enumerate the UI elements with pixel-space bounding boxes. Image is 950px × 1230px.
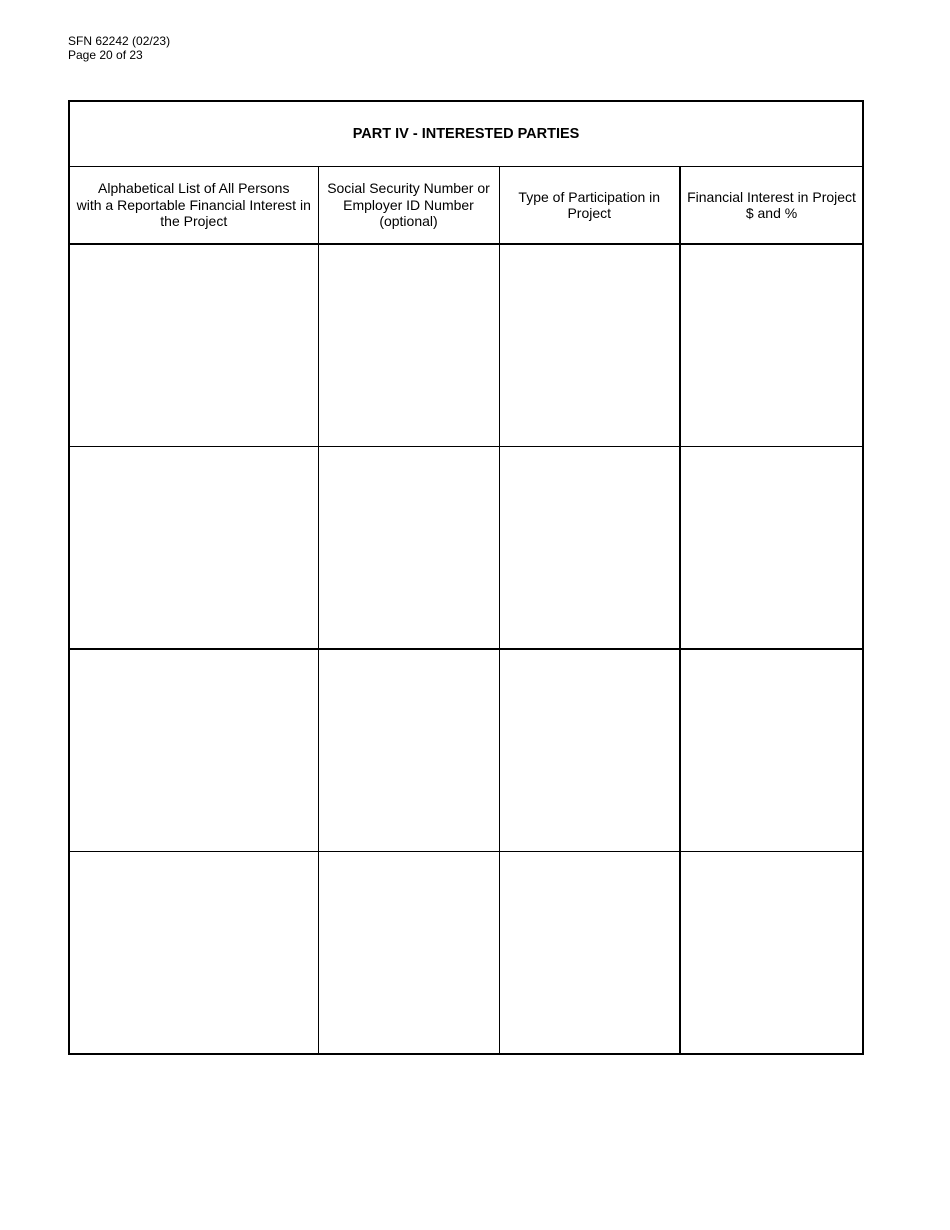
- cell-participation[interactable]: [499, 649, 680, 852]
- cell-financial-interest[interactable]: [680, 447, 863, 650]
- cell-participation[interactable]: [499, 852, 680, 1055]
- column-header-persons: [69, 167, 318, 245]
- column-header-row: [69, 167, 863, 245]
- cell-input[interactable]: [500, 650, 680, 851]
- cell-participation[interactable]: [499, 244, 680, 447]
- column-header-financial-interest: [680, 167, 863, 245]
- cell-financial-interest[interactable]: [680, 244, 863, 447]
- column-header-line: the Project: [160, 213, 228, 230]
- column-header-participation: [499, 167, 680, 245]
- page-number: Page 20 of 23: [68, 48, 143, 62]
- cell-financial-interest[interactable]: [680, 852, 863, 1055]
- cell-financial-interest[interactable]: [680, 649, 863, 852]
- cell-input[interactable]: [500, 447, 680, 648]
- column-header-line: Employer ID Number: [343, 196, 474, 213]
- column-header-line: (optional): [379, 213, 438, 230]
- cell-input[interactable]: [681, 245, 862, 446]
- column-header-line: Financial Interest in Project: [687, 188, 856, 205]
- column-header-line: Type of Participation in: [518, 188, 661, 205]
- column-header-line: Social Security Number or: [327, 180, 490, 197]
- cell-person-name[interactable]: [69, 852, 318, 1055]
- cell-input[interactable]: [681, 852, 862, 1053]
- form-header: [68, 34, 170, 62]
- cell-input[interactable]: [70, 245, 318, 446]
- cell-participation[interactable]: [499, 447, 680, 650]
- table-row: [69, 244, 863, 447]
- cell-input[interactable]: [681, 447, 862, 648]
- column-header-line: Project: [567, 205, 612, 221]
- table-title: PART IV - INTERESTED PARTIES: [69, 101, 863, 167]
- cell-input[interactable]: [70, 447, 318, 648]
- cell-ssn[interactable]: [318, 852, 499, 1055]
- column-header-line: with a Reportable Financial Interest in: [76, 196, 311, 213]
- table-row: [69, 649, 863, 852]
- cell-ssn[interactable]: [318, 244, 499, 447]
- cell-input[interactable]: [681, 650, 862, 851]
- cell-person-name[interactable]: [69, 244, 318, 447]
- form-number: SFN 62242 (02/23): [68, 34, 171, 48]
- cell-input[interactable]: [70, 852, 318, 1053]
- table-row: [69, 852, 863, 1055]
- cell-person-name[interactable]: [69, 447, 318, 650]
- cell-ssn[interactable]: [318, 649, 499, 852]
- table-row: [69, 447, 863, 650]
- cell-input[interactable]: [70, 650, 318, 851]
- column-header-line: $ and %: [745, 205, 798, 221]
- cell-input[interactable]: [319, 650, 499, 851]
- interested-parties-table: [68, 100, 864, 1055]
- cell-input[interactable]: [319, 447, 499, 648]
- cell-input[interactable]: [500, 852, 680, 1053]
- cell-input[interactable]: [319, 852, 499, 1053]
- column-header-line: Alphabetical List of All Persons: [98, 180, 290, 197]
- cell-person-name[interactable]: [69, 649, 318, 852]
- cell-ssn[interactable]: [318, 447, 499, 650]
- cell-input[interactable]: [319, 245, 499, 446]
- cell-input[interactable]: [500, 245, 680, 446]
- column-header-ssn: [318, 167, 499, 245]
